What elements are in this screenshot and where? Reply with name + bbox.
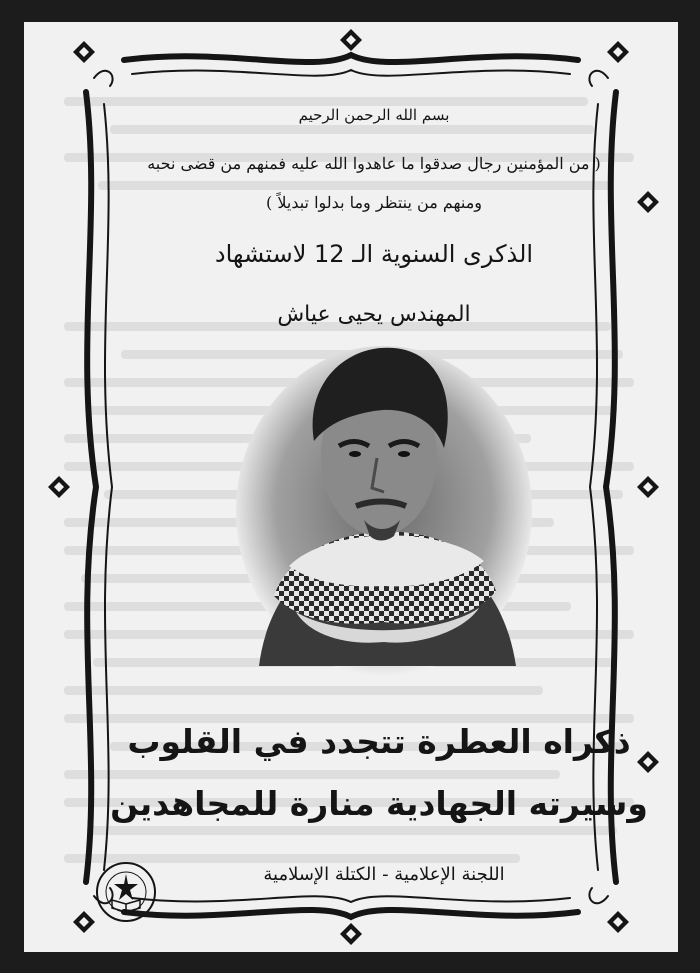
person-name: المهندس يحيى عياش xyxy=(277,302,471,327)
basmala: بسم الله الرحمن الرحيم xyxy=(298,106,450,124)
poster-sheet xyxy=(24,22,678,952)
quran-verse-line-1: ( من المؤمنين رجال صدقوا ما عاهدوا الله عليه فمنهم من قضى نحبه xyxy=(147,154,601,173)
organization-credit: اللجنة الإعلامية - الكتلة الإسلامية xyxy=(263,864,505,885)
quran-verse-line-2: ومنهم من ينتظر وما بدلوا تبديلاً ) xyxy=(265,193,482,212)
islamic-bloc-emblem xyxy=(94,860,158,924)
anniversary-title: الذكرى السنوية الـ 12 لاستشهاد xyxy=(214,240,534,268)
portrait-photo xyxy=(234,336,534,676)
tagline-line-1: ذكراه العطرة تتجدد في القلوب xyxy=(127,722,631,761)
tagline-line-2: وسيرته الجهادية منارة للمجاهدين xyxy=(110,784,648,823)
